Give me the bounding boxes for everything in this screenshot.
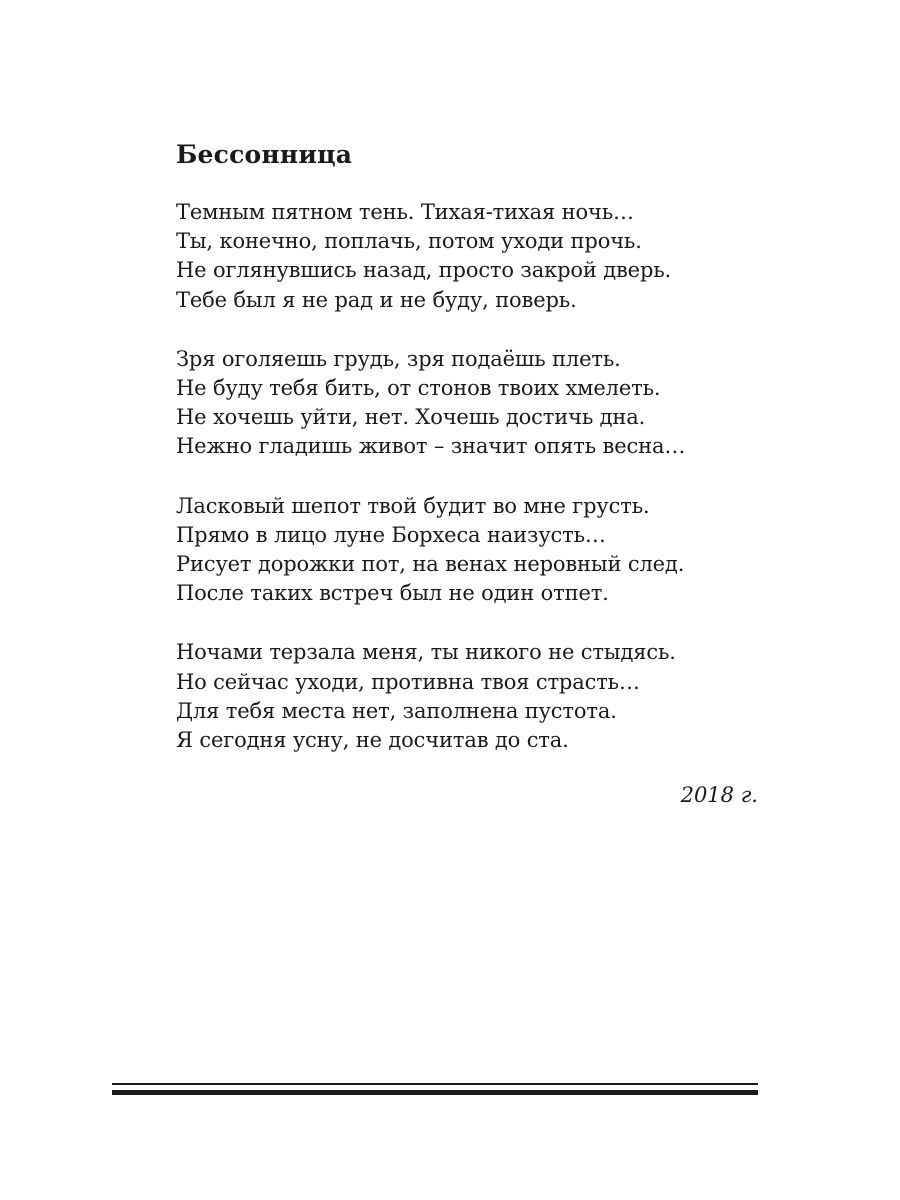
poem-line: Прямо в лицо луне Борхеса наизусть… [176, 522, 606, 547]
poem-line: Для тебя места нет, заполнена пустота. [176, 698, 617, 723]
footer-rule-thick [112, 1090, 758, 1095]
stanza-2 [176, 345, 816, 462]
poem-date: 2018 г. [680, 783, 758, 807]
poem-line: Ночами терзала меня, ты никого не стыдясь. [176, 640, 676, 665]
poem-title: Бессонница [176, 140, 353, 169]
poem-line: Рисует дорожки пот, на венах неровный след. [176, 552, 685, 577]
poem-body [176, 198, 816, 785]
poem-line: Не буду тебя бить, от стонов твоих хмелеть. [176, 376, 661, 401]
stanza-3 [176, 492, 816, 609]
poem-line: Темным пятном тень. Тихая-тихая ночь… [176, 200, 634, 224]
poem-line: Не хочешь уйти, нет. Хочешь достичь дна. [176, 405, 646, 430]
stanza-4 [176, 638, 816, 755]
poem-line: Зря оголяешь грудь, зря подаёшь плеть. [176, 346, 621, 371]
poem-line: Тебе был я не рад и не буду, поверь. [176, 287, 577, 312]
poem-line: Я сегодня усну, не досчитав до ста. [176, 728, 569, 753]
footer-rule-thin [112, 1083, 758, 1085]
stanza-1 [176, 198, 816, 315]
poem-line: Нежно гладишь живот – значит опять весна… [176, 434, 686, 459]
poem-line: Ты, конечно, поплачь, потом уходи прочь. [176, 229, 642, 254]
poem-line: Не оглянувшись назад, просто закрой дверь. [176, 258, 672, 283]
poem-line: Но сейчас уходи, противна твоя страсть… [176, 669, 640, 694]
poem-line: После таких встреч был не один отпет. [176, 581, 609, 606]
poem-line: Ласковый шепот твой будит во мне грусть. [176, 493, 650, 518]
